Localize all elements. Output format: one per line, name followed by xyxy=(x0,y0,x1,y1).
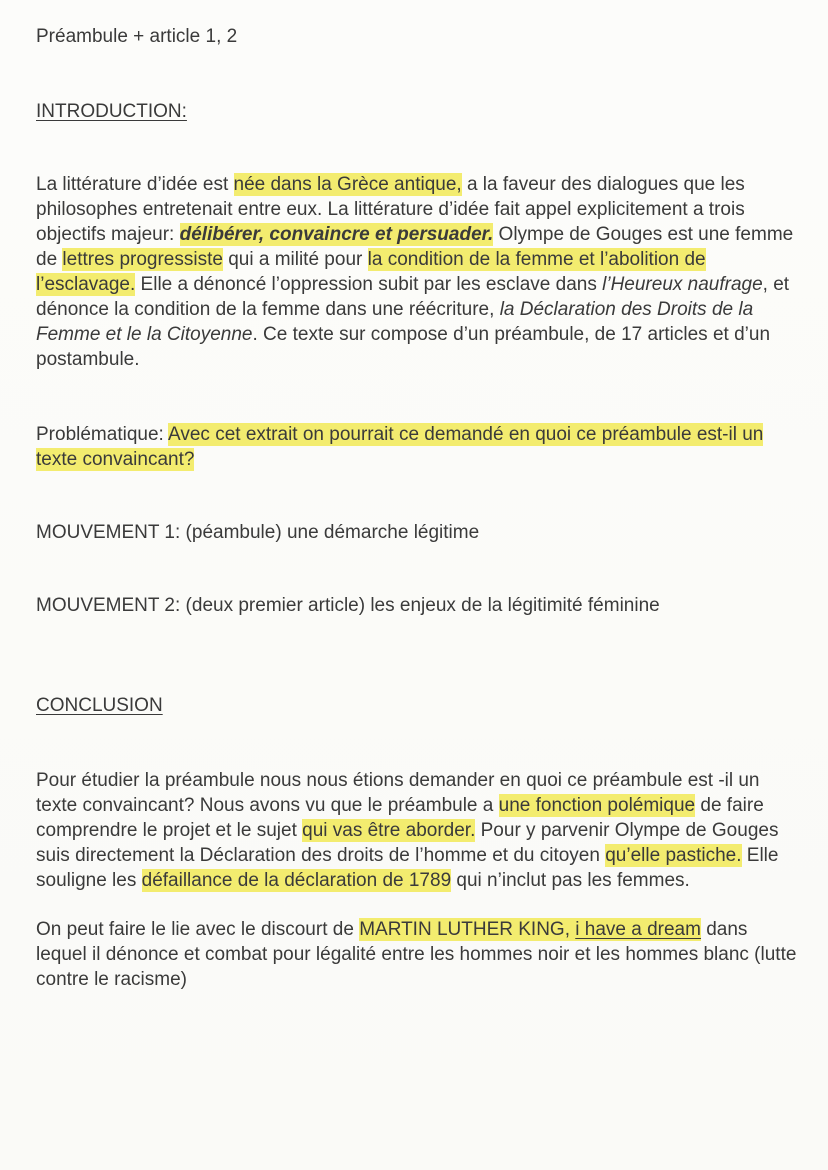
text-run: lettres progressiste xyxy=(62,249,223,270)
page-title xyxy=(36,24,798,49)
mlk-paragraph xyxy=(36,917,798,992)
mouvement-2-line xyxy=(36,593,798,618)
text-run: de faire comprendre le projet et le sujet xyxy=(36,795,764,841)
text-run: Préambule + article 1, 2 xyxy=(36,26,238,47)
text-run: La littérature d’idée est xyxy=(36,174,234,195)
text-run: CONCLUSION xyxy=(36,695,163,716)
text-run: qui a milité pour xyxy=(222,249,368,270)
text-run: i have a dream xyxy=(575,919,701,940)
problematique-paragraph xyxy=(36,422,798,472)
text-run: une fonction polémique xyxy=(498,795,696,816)
introduction-heading xyxy=(36,99,798,124)
text-run: qui vas être aborder. xyxy=(302,820,476,841)
text-run: l’Heureux naufrage xyxy=(602,274,763,295)
conclusion-paragraph xyxy=(36,768,798,893)
text-run: Elle a dénoncé l’oppression subit par les esclave dans xyxy=(135,274,603,295)
text-run: On peut faire le lie avec le discourt de xyxy=(36,919,360,940)
text-run: née dans la Grèce antique, xyxy=(233,174,462,195)
text-run: Elle souligne les xyxy=(36,845,779,891)
text-run: MOUVEMENT 2: (deux premier article) les enjeux de la légitimité féminine xyxy=(36,595,660,616)
text-run: défaillance de la déclaration de 1789 xyxy=(141,870,452,891)
text-run: dans lequel il dénonce et combat pour légalité entre les hommes noir et les hommes blanc (lutte contre le racisme) xyxy=(36,919,797,990)
text-run: Pour étudier la préambule nous nous étions demander en quoi ce préambule est -il un texte convaincant? Nous avons vu que le préambule a xyxy=(36,770,760,816)
text-run: MOUVEMENT 1: (péambule) une démarche légitime xyxy=(36,522,480,543)
text-run: a la faveur des dialogues que les philosophes entretenait entre eux. La littérature d’idée fait appel explicitement a trois objectifs majeur: xyxy=(36,174,745,245)
text-run: Pour y parvenir Olympe de Gouges suis directement la Déclaration des droits de l’homme et du citoyen xyxy=(36,820,779,866)
mouvement-1-line xyxy=(36,520,798,545)
text-run: Problématique: xyxy=(36,424,169,445)
text-run: Olympe de Gouges est une femme de xyxy=(36,224,794,270)
text-run: la Déclaration des Droits de la Femme et le la Citoyenne xyxy=(36,299,754,345)
introduction-paragraph xyxy=(36,172,798,372)
text-run: MARTIN LUTHER KING, xyxy=(359,919,576,940)
text-run: qui n’inclut pas les femmes. xyxy=(451,870,690,891)
text-run: . Ce texte sur compose d’un préambule, de 17 articles et d’un postambule. xyxy=(36,324,771,370)
text-run: Avec cet extrait on pourrait ce demandé en quoi ce préambule est-il un texte convaincant? xyxy=(36,424,764,470)
text-run: , et dénonce la condition de la femme dans une réécriture, xyxy=(36,274,790,320)
text-run: qu’elle pastiche. xyxy=(605,845,742,866)
text-run: INTRODUCTION: xyxy=(36,101,187,122)
text-run: délibérer, convaincre et persuader. xyxy=(179,224,494,245)
text-run: la condition de la femme et l’abolition de l’esclavage. xyxy=(36,249,706,295)
conclusion-heading xyxy=(36,693,798,718)
